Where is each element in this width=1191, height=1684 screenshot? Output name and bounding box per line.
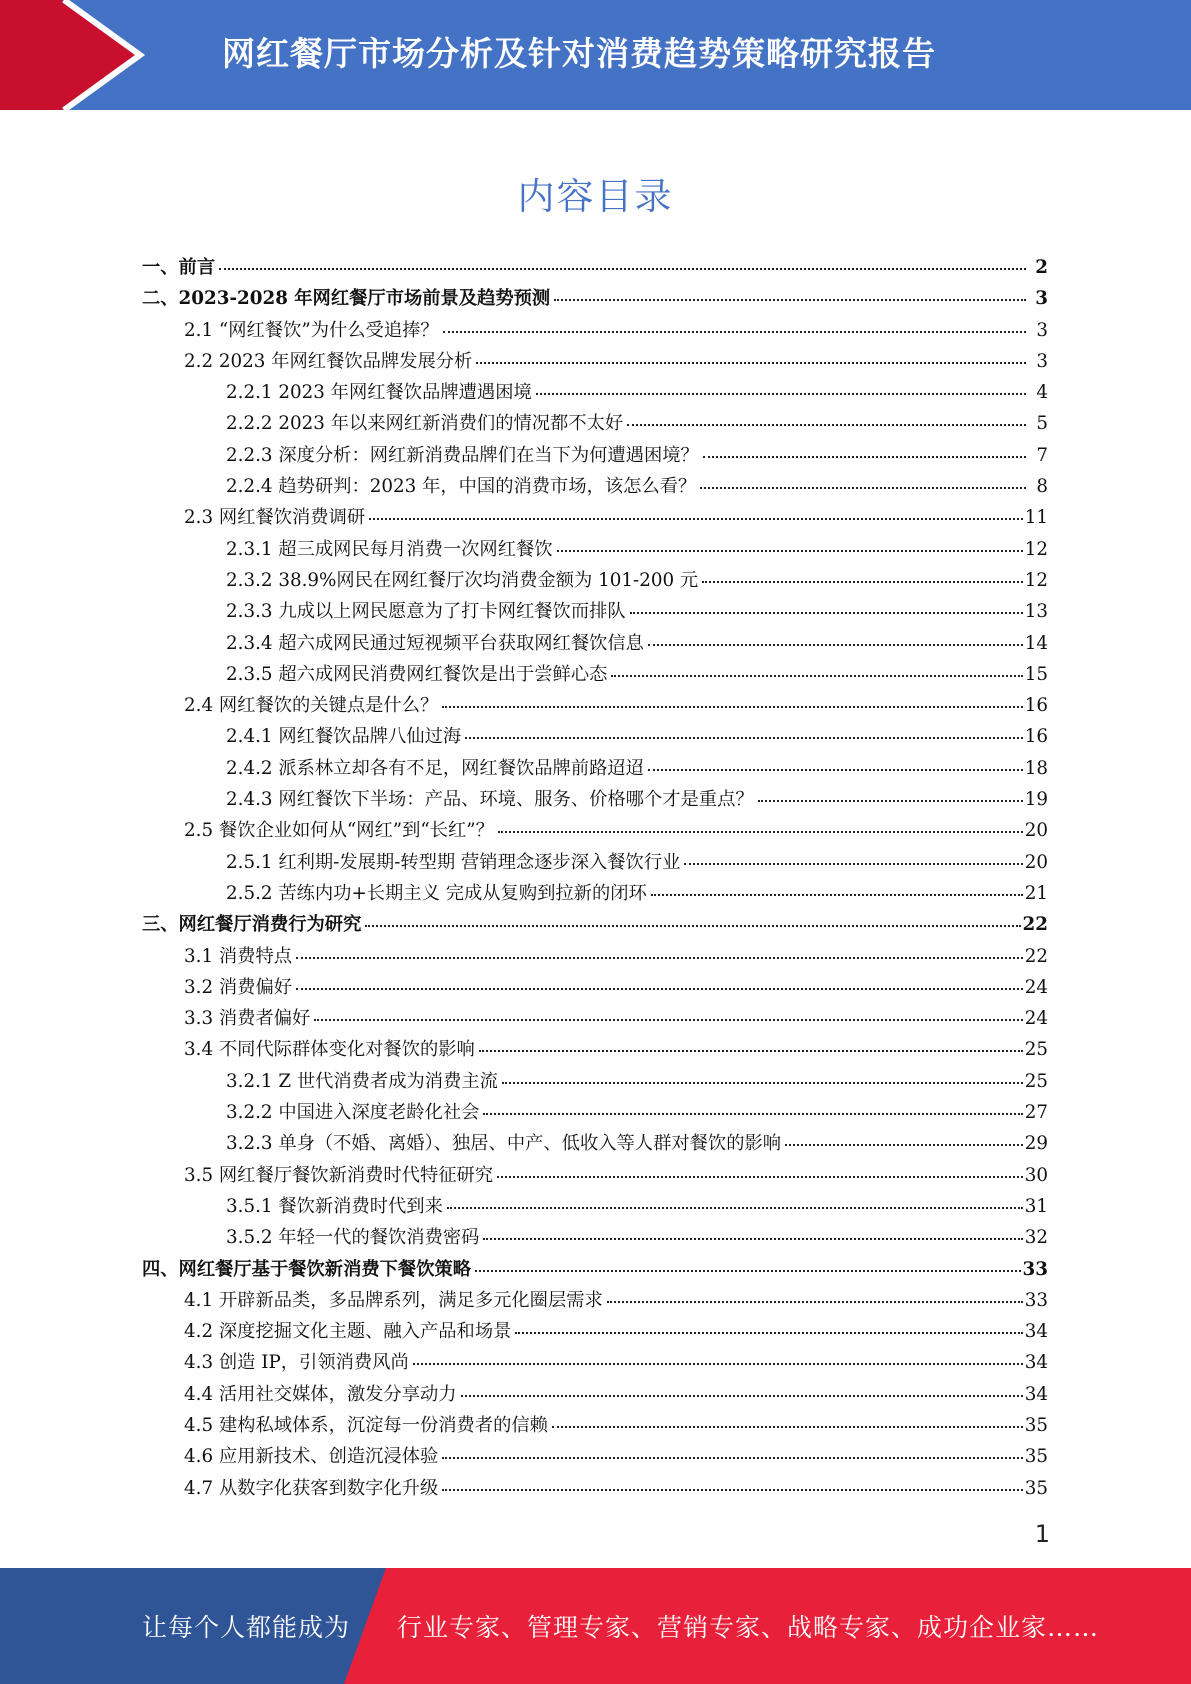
toc-dot-leader [651, 894, 1023, 896]
toc-entry[interactable] [142, 253, 1048, 284]
toc-entry-page: 31 [1024, 1195, 1048, 1217]
toc-entry-text: 2.5 餐饮企业如何从“网红”到“长红”？ [184, 820, 494, 842]
toc-entry-page: 18 [1024, 757, 1048, 779]
toc-entry[interactable] [142, 942, 1048, 973]
toc-entry-page: 21 [1024, 882, 1048, 904]
toc-entry-page: 35 [1024, 1446, 1048, 1468]
toc-entry[interactable] [142, 1223, 1048, 1254]
toc-entry-page: 3 [1036, 319, 1048, 341]
toc-dot-leader [369, 518, 1023, 520]
toc-entry-text: 4.2 深度挖掘文化主题、融入产品和场景 [184, 1321, 512, 1343]
toc-dot-leader [447, 1207, 1023, 1209]
toc-dot-leader [648, 644, 1023, 646]
toc-entry[interactable] [142, 879, 1048, 910]
toc-entry-text: 3.1 消费特点 [184, 945, 293, 967]
toc-dot-leader [465, 737, 1023, 739]
toc-dot-leader [700, 487, 1026, 489]
toc-entry[interactable] [142, 566, 1048, 597]
toc-entry-page: 35 [1024, 1414, 1048, 1436]
toc-dot-leader [702, 581, 1023, 583]
toc-entry-text: 2.3.3 九成以上网民愿意为了打卡网红餐饮而排队 [226, 601, 626, 623]
toc-entry[interactable] [142, 1317, 1048, 1348]
toc-entry-text: 3.4 不同代际群体变化对餐饮的影响 [184, 1039, 475, 1061]
toc-entry-text: 4.4 活用社交媒体，激发分享动力 [184, 1383, 457, 1405]
toc-entry[interactable] [142, 1411, 1048, 1442]
toc-entry-text: 3.2 消费偏好 [184, 976, 293, 998]
toc-entry-page: 7 [1036, 444, 1048, 466]
toc-dot-leader [684, 863, 1022, 865]
toc-dot-leader [461, 1395, 1023, 1397]
toc-dot-leader [611, 675, 1022, 677]
toc-entry-page: 19 [1024, 789, 1048, 811]
toc-entry-text: 2.5.2 苦练内功+长期主义 完成从复购到拉新的闭环 [226, 882, 647, 904]
toc-entry-page: 32 [1024, 1227, 1048, 1249]
toc-entry-text: 2.2.3 深度分析：网红新消费品牌们在当下为何遭遇困境？ [226, 444, 699, 466]
toc-entry-text: 2.2 2023 年网红餐饮品牌发展分析 [184, 350, 473, 372]
toc-dot-leader [365, 925, 1020, 927]
toc-dot-leader [630, 612, 1023, 614]
toc-entry-page: 5 [1036, 413, 1048, 435]
toc-entry-page: 11 [1024, 507, 1048, 529]
page-number: 1 [1034, 1520, 1050, 1548]
toc-entry[interactable] [142, 1098, 1048, 1129]
toc-entry-page: 30 [1024, 1164, 1048, 1186]
toc-dot-leader [557, 550, 1023, 552]
toc-dot-leader [502, 1082, 1023, 1084]
toc-entry-page: 34 [1024, 1352, 1048, 1374]
toc-entry[interactable] [142, 1286, 1048, 1317]
toc-entry[interactable] [142, 785, 1048, 816]
toc-dot-leader [497, 1176, 1023, 1178]
toc-entry[interactable] [142, 472, 1048, 503]
toc-entry-page: 12 [1024, 569, 1048, 591]
toc-entry[interactable] [142, 691, 1048, 722]
toc-entry-text: 2.4.1 网红餐饮品牌八仙过海 [226, 726, 462, 748]
toc-dot-leader [219, 268, 1026, 270]
toc-entry-text: 2.4.3 网红餐饮下半场：产品、环境、服务、价格哪个才是重点？ [226, 789, 754, 811]
toc-entry[interactable] [142, 1192, 1048, 1223]
page-footer [0, 1568, 1191, 1684]
toc-entry-text: 四、网红餐厅基于餐饮新消费下餐饮策略 [142, 1258, 472, 1280]
toc-entry-page: 33 [1022, 1258, 1048, 1280]
toc-entry[interactable] [142, 441, 1048, 472]
toc-entry-page: 29 [1024, 1133, 1048, 1155]
toc-dot-leader [296, 988, 1023, 990]
toc-dot-leader [703, 456, 1026, 458]
toc-entry-text: 3.2.2 中国进入深度老龄化社会 [226, 1102, 480, 1124]
toc-dot-leader [442, 1489, 1022, 1491]
toc-entry-page: 13 [1024, 601, 1048, 623]
toc-entry[interactable] [142, 503, 1048, 534]
toc-dot-leader [607, 1301, 1023, 1303]
page-header [0, 0, 1191, 110]
toc-entry[interactable] [142, 378, 1048, 409]
toc-entry-text: 三、网红餐厅消费行为研究 [142, 914, 362, 936]
toc-entry-page: 2 [1035, 257, 1048, 278]
toc-entry[interactable] [142, 816, 1048, 847]
toc-dot-leader [515, 1332, 1022, 1334]
toc-dot-leader [536, 393, 1026, 395]
toc-dot-leader [483, 1113, 1022, 1115]
toc-entry-text: 3.3 消费者偏好 [184, 1008, 311, 1030]
toc-entry[interactable] [142, 1161, 1048, 1192]
toc-entry-text: 2.1 “网红餐饮”为什么受追捧？ [184, 319, 439, 341]
toc-entry-text: 3.5.1 餐饮新消费时代到来 [226, 1195, 443, 1217]
toc-entry-page: 3 [1035, 288, 1048, 310]
toc-dot-leader [479, 1050, 1023, 1052]
toc-entry-text: 4.5 建构私域体系，沉淀每一份消费者的信赖 [184, 1414, 548, 1436]
header-title: 网红餐厅市场分析及针对消费趋势策略研究报告 [222, 34, 936, 73]
toc-entry-page: 25 [1024, 1039, 1048, 1061]
toc-entry[interactable] [142, 1004, 1048, 1035]
toc-entry-page: 27 [1024, 1102, 1048, 1124]
toc-entry-page: 25 [1024, 1070, 1048, 1092]
toc-entry-text: 4.6 应用新技术、创造沉浸体验 [184, 1446, 439, 1468]
table-of-contents [142, 253, 1048, 1505]
toc-entry-text: 2.3.1 超三成网民每月消费一次网红餐饮 [226, 538, 553, 560]
toc-dot-leader [554, 299, 1026, 301]
toc-entry-text: 2.3.4 超六成网民通过短视频平台获取网红餐饮信息 [226, 632, 644, 654]
toc-entry[interactable] [142, 1129, 1048, 1160]
toc-entry-page: 24 [1024, 1008, 1048, 1030]
toc-entry[interactable] [142, 1474, 1048, 1505]
toc-entry-page: 20 [1024, 820, 1048, 842]
toc-entry[interactable] [142, 409, 1048, 440]
toc-entry-text: 一、前言 [142, 257, 216, 278]
toc-entry-page: 33 [1024, 1289, 1048, 1311]
toc-entry-text: 2.3.2 38.9%网民在网红餐厅次均消费金额为 101-200 元 [226, 569, 699, 591]
toc-entry[interactable] [142, 1442, 1048, 1473]
toc-entry[interactable] [142, 316, 1048, 347]
toc-dot-leader [475, 1270, 1020, 1272]
toc-entry-page: 16 [1024, 695, 1048, 717]
toc-entry-page: 34 [1024, 1321, 1048, 1343]
toc-entry[interactable] [142, 1035, 1048, 1066]
toc-dot-leader [442, 706, 1022, 708]
toc-entry-text: 2.2.2 2023 年以来网红新消费们的情况都不太好 [226, 413, 624, 435]
toc-entry[interactable] [142, 973, 1048, 1004]
toc-entry[interactable] [142, 754, 1048, 785]
toc-entry-text: 2.4 网红餐饮的关键点是什么？ [184, 695, 439, 717]
toc-entry-text: 2.2.1 2023 年网红餐饮品牌遭遇困境 [226, 382, 532, 404]
toc-dot-leader [476, 362, 1026, 364]
toc-entry-page: 3 [1036, 350, 1048, 372]
toc-entry[interactable] [142, 1380, 1048, 1411]
toc-entry-page: 22 [1024, 945, 1048, 967]
toc-dot-leader [758, 800, 1023, 802]
toc-entry-text: 2.4.2 派系林立却各有不足，网红餐饮品牌前路迢迢 [226, 757, 644, 779]
toc-entry-page: 20 [1024, 851, 1048, 873]
toc-entry-page: 8 [1036, 476, 1048, 498]
toc-entry[interactable] [142, 535, 1048, 566]
toc-entry-text: 4.7 从数字化获客到数字化升级 [184, 1477, 439, 1499]
toc-dot-leader [296, 957, 1023, 959]
toc-entry-page: 4 [1036, 382, 1048, 404]
toc-entry-text: 4.1 开辟新品类，多品牌系列，满足多元化圈层需求 [184, 1289, 603, 1311]
toc-dot-leader [442, 1457, 1022, 1459]
toc-dot-leader [413, 1363, 1023, 1365]
toc-entry-page: 15 [1024, 663, 1048, 685]
toc-entry-page: 12 [1024, 538, 1048, 560]
toc-entry[interactable] [142, 1348, 1048, 1379]
toc-dot-leader [498, 831, 1023, 833]
footer-slogan-right: 行业专家、管理专家、营销专家、战略专家、成功企业家…… [397, 1613, 1100, 1642]
toc-entry[interactable] [142, 1255, 1048, 1286]
toc-entry[interactable] [142, 848, 1048, 879]
toc-entry-page: 16 [1024, 726, 1048, 748]
toc-entry-text: 4.3 创造 IP，引领消费风尚 [184, 1352, 409, 1374]
toc-entry[interactable] [142, 910, 1048, 941]
header-arrow-decoration [0, 0, 160, 110]
toc-entry-text: 3.2.3 单身（不婚、离婚）、独居、中产、低收入等人群对餐饮的影响 [226, 1133, 782, 1155]
toc-dot-leader [648, 769, 1023, 771]
toc-entry[interactable] [142, 347, 1048, 378]
toc-entry-page: 34 [1024, 1383, 1048, 1405]
toc-entry-text: 二、2023-2028 年网红餐厅市场前景及趋势预测 [142, 288, 551, 310]
toc-dot-leader [627, 424, 1026, 426]
toc-entry-page: 14 [1024, 632, 1048, 654]
toc-entry-page: 35 [1024, 1477, 1048, 1499]
toc-entry-text: 3.2.1 Z 世代消费者成为消费主流 [226, 1070, 498, 1092]
toc-dot-leader [314, 1019, 1022, 1021]
toc-entry-page: 22 [1022, 914, 1048, 936]
toc-entry-text: 3.5.2 年轻一代的餐饮消费密码 [226, 1227, 480, 1249]
toc-dot-leader [483, 1238, 1022, 1240]
toc-entry-page: 24 [1024, 976, 1048, 998]
toc-entry[interactable] [142, 660, 1048, 691]
footer-slogan-left: 让每个人都能成为 [142, 1613, 351, 1642]
toc-entry[interactable] [142, 284, 1048, 315]
toc-entry[interactable] [142, 1067, 1048, 1098]
toc-entry-text: 2.3.5 超六成网民消费网红餐饮是出于尝鲜心态 [226, 663, 608, 685]
toc-entry[interactable] [142, 722, 1048, 753]
toc-dot-leader [785, 1144, 1023, 1146]
toc-entry-text: 2.3 网红餐饮消费调研 [184, 507, 366, 529]
toc-entry-text: 2.5.1 红利期-发展期-转型期 营销理念逐步深入餐饮行业 [226, 851, 681, 873]
toc-entry-text: 2.2.4 趋势研判：2023 年，中国的消费市场，该怎么看？ [226, 476, 697, 498]
toc-dot-leader [443, 331, 1026, 333]
toc-entry[interactable] [142, 597, 1048, 628]
toc-entry[interactable] [142, 629, 1048, 660]
toc-dot-leader [552, 1426, 1023, 1428]
toc-title: 内容目录 [517, 175, 674, 218]
toc-entry-text: 3.5 网红餐厅餐饮新消费时代特征研究 [184, 1164, 494, 1186]
